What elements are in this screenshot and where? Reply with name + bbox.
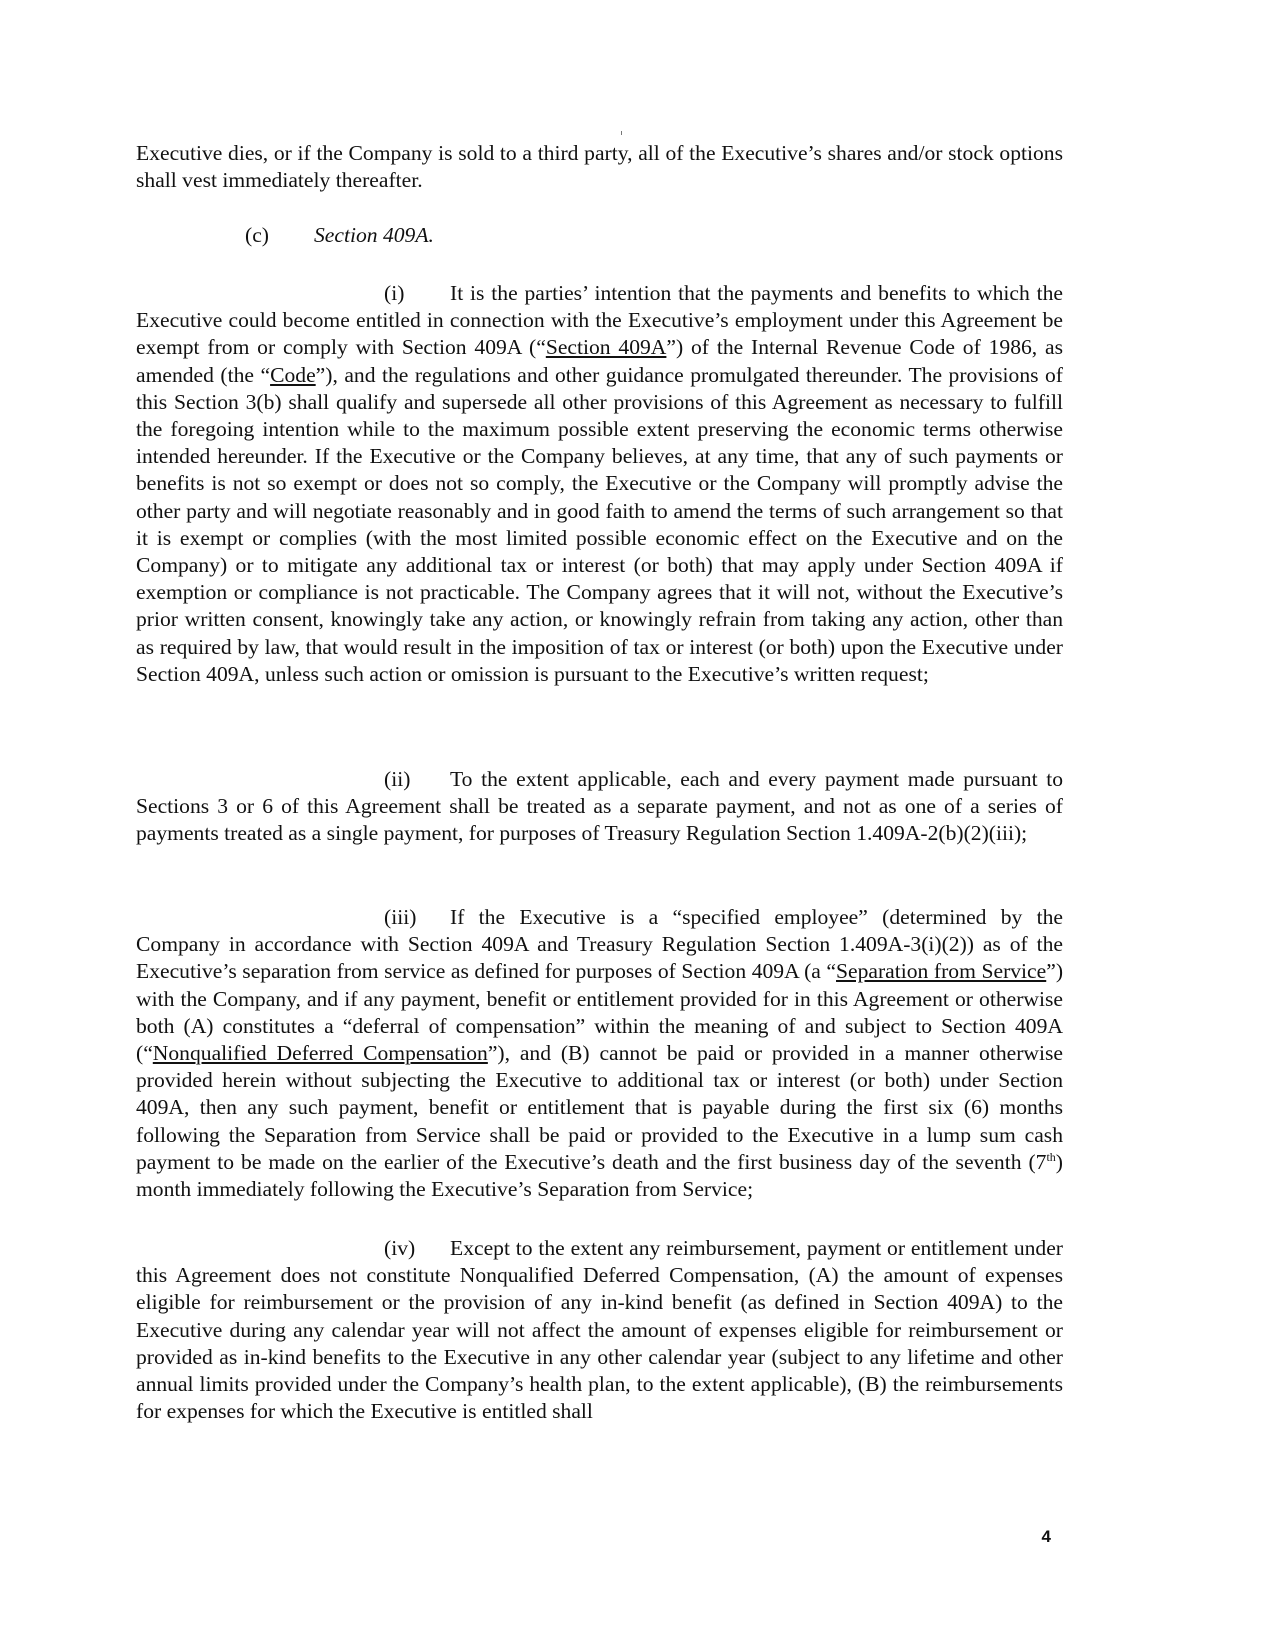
page-number: 4 (1041, 1527, 1051, 1546)
opening-paragraph: Executive dies, or if the Company is sold to a third party, all of the Executive’s shares and/or stock options shall vest immediately thereafter. (136, 141, 1063, 193)
subsection-i: (i) It is the parties’ intention that the payments and benefits to which the Executive could become entitled in connection with the Executive’s employment under this Agreement be exempt from or comply with Section 409A (“Section 409A”) of the Internal Revenue Code of 1986, as amended (the “Code”), and the regulations and other guidance promulgated thereunder. The provisions of this Section 3(b) shall qualify and supersede all other provisions of this Agreement as necessary to fulfill the foregoing intention while to the maximum possible extent preserving the economic terms otherwise intended hereunder. If the Executive or the Company believes, at any time, that any of such payments or benefits is not so exempt or does not so comply, the Executive or the Company will promptly advise the other party and will negotiate reasonably and in good faith to amend the terms of such arrangement so that it is exempt or complies (with the most limited possible economic effect on the Executive and on the Company) or to mitigate any additional tax or interest (or both) that may apply under Section 409A if exemption or compliance is not practicable. The Company agrees that it will not, without the Executive’s prior written consent, knowingly take any action, or knowingly refrain from taking any action, other than as required by law, that would result in the imposition of tax or interest (or both) upon the Executive under Section 409A, unless such action or omission is pursuant to the Executive’s written request; (136, 281, 1063, 686)
subsection-iv: (iv) Except to the extent any reimbursement, payment or entitlement under this Agreement does not constitute Nonqualified Deferred Compensation, (A) the amount of expenses eligible for reimbursement or the provision of any in-kind benefit (as defined in Section 409A) to the Executive during any calendar year will not affect the amount of expenses eligible for reimbursement or provided as in-kind benefits to the Executive in any other calendar year (subject to any lifetime and other annual limits provided under the Company’s health plan, to the extent applicable), (B) the reimbursements for expenses for which the Executive is entitled shall (136, 1236, 1063, 1424)
defined-term-code: Code (270, 362, 316, 387)
defined-term-nonqualified-deferred-compensation: Nonqualified Deferred Compensation (152, 1041, 488, 1066)
ordinal-superscript: th (1046, 1149, 1056, 1164)
subsection-label: (iv) (384, 1236, 416, 1260)
subsection-label: (ii) (384, 767, 411, 791)
defined-term-section-409a: Section 409A (545, 335, 667, 360)
subsection-label: (iii) (384, 905, 417, 929)
subsection-iii: (iii) If the Executive is a “specified employee” (determined by the Company in accordance with Section 409A and Treasury Regulation Section 1.409A-3(i)(2)) as of the Executive’s separation from service as defined for purposes of Section 409A (a “Separation from Service”) with the Company, and if any payment, benefit or entitlement provided for in this Agreement or otherwise both (A) constitutes a “deferral of compensation” within the meaning of and subject to Section 409A (“Nonqualified Deferred Compensation”), and (B) cannot be paid or provided in a manner otherwise provided herein without subjecting the Executive to additional tax or interest (or both) under Section 409A, then any such payment, benefit or entitlement that is payable during the first six (6) months following the Separation from Service shall be paid or provided to the Executive in a lump sum cash payment to be made on the earlier of the Executive’s death and the first business day of the seventh (7th) month immediately following the Executive’s Separation from Service; (136, 905, 1064, 1202)
scan-artifact (621, 131, 622, 135)
subsection-ii: (ii) To the extent applicable, each and every payment made pursuant to Sections 3 or 6 of this Agreement shall be treated as a separate payment, and not as one of a series of payments treated as a single payment, for purposes of Treasury Regulation Section 1.409A-2(b)(2)(iii); (136, 767, 1063, 846)
section-heading (245, 223, 434, 248)
section-title: Section 409A. (314, 223, 434, 247)
section-number: (c) (245, 223, 269, 247)
defined-term-separation-from-service: Separation from Service (836, 959, 1047, 984)
subsection-label: (i) (384, 281, 405, 305)
